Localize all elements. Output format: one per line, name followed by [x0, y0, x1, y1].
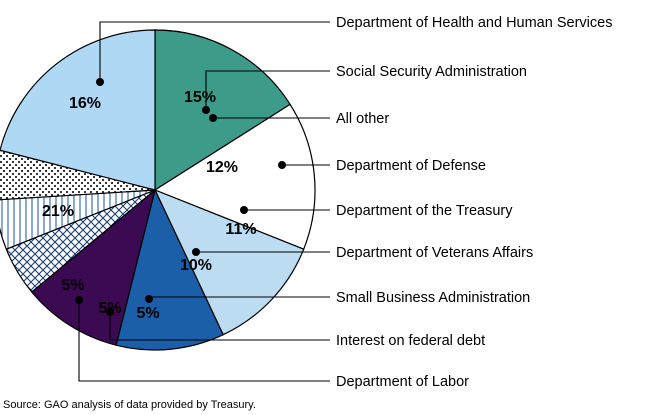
pie-chart-sectors: [0, 30, 315, 350]
slice-label-va: 5%: [136, 305, 160, 322]
callout-label-all-other: All other: [336, 111, 390, 127]
slice-label-dod: 11%: [225, 221, 257, 238]
slice-label-ssa: 15%: [183, 89, 217, 106]
callout-label-hhs: Department of Health and Human Services: [336, 15, 613, 31]
callout-dot-sba: [145, 295, 153, 303]
callout-label-treasury: Department of the Treasury: [336, 203, 513, 219]
slice-label-interest: 5%: [61, 277, 85, 294]
callout-label-labor: Department of Labor: [336, 374, 469, 390]
slice-label-all-other: 12%: [205, 159, 239, 176]
slice-label-sba: 5%: [98, 300, 122, 317]
callout-dot-va: [192, 248, 200, 256]
callout-dot-treasury: [240, 206, 248, 214]
callout-dot-hhs: [96, 78, 104, 86]
slice-label-labor: 21%: [41, 203, 75, 220]
callout-label-dod: Department of Defense: [336, 158, 486, 174]
callout-dot-labor: [75, 296, 83, 304]
callout-dot-dod: [278, 161, 286, 169]
callout-dot-all-other: [209, 114, 217, 122]
callout-label-interest: Interest on federal debt: [336, 333, 486, 349]
callout-labels: [336, 15, 612, 390]
callout-label-ssa: Social Security Administration: [336, 64, 527, 80]
callout-dot-ssa: [202, 106, 210, 114]
source-note: Source: GAO analysis of data provided by Treasury.: [3, 399, 256, 411]
callout-label-va: Department of Veterans Affairs: [336, 245, 534, 261]
slice-label-hhs: 16%: [68, 95, 102, 112]
slice-label-treasury: 10%: [179, 257, 213, 274]
callout-label-sba: Small Business Administration: [336, 290, 531, 306]
